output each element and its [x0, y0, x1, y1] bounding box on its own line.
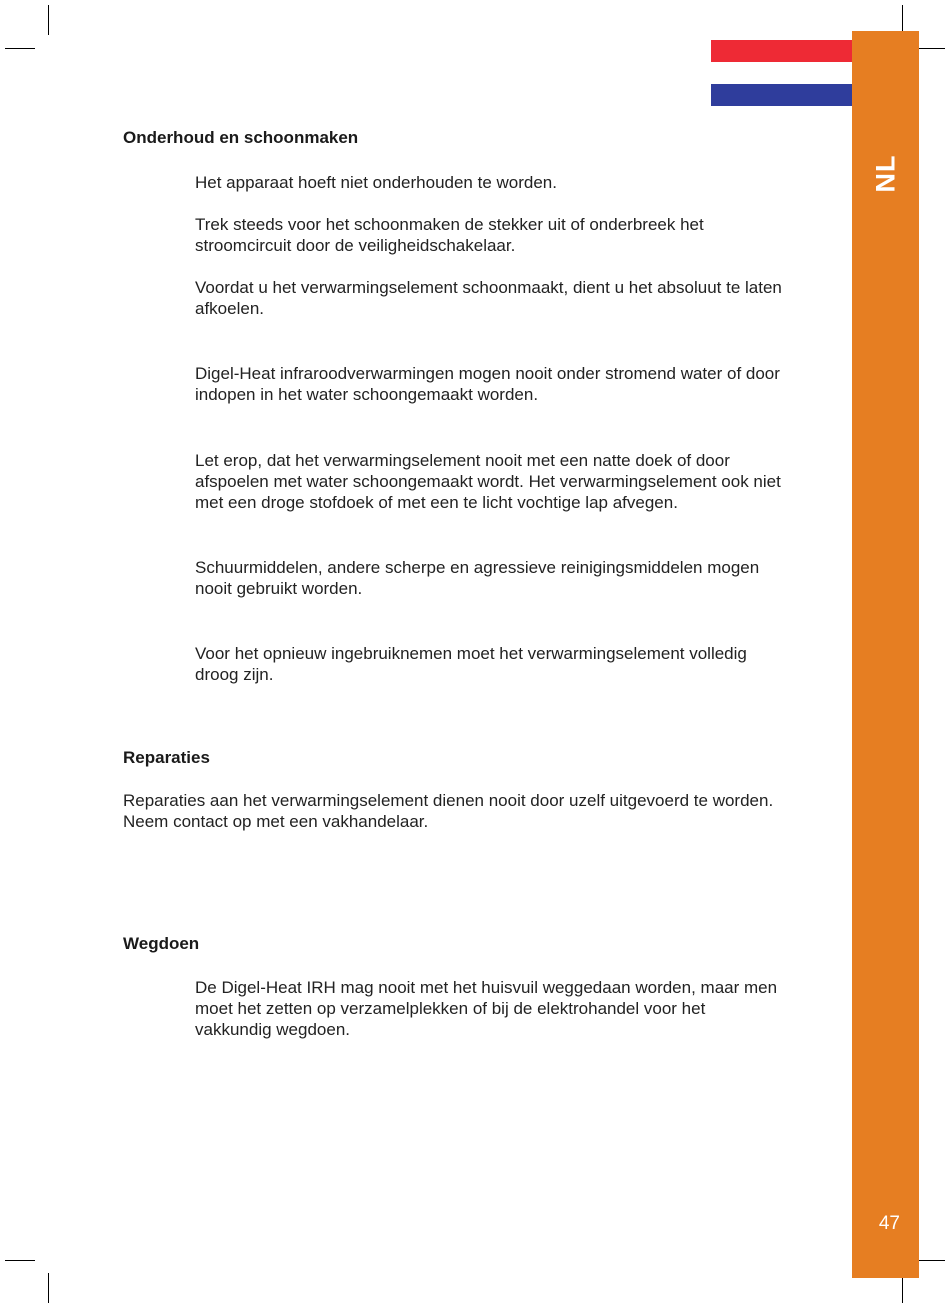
flag-stripe-blue: [711, 84, 853, 106]
paragraph-line: stroomcircuit door de veiligheidschakelaar.: [195, 236, 516, 255]
paragraph: [195, 643, 825, 685]
crop-mark-bottom-left-vertical: [48, 1273, 49, 1303]
paragraph: [195, 214, 825, 256]
paragraph-line: Let erop, dat het verwarmingselement nooit met een natte doek of door: [195, 451, 730, 470]
paragraph: [195, 363, 825, 405]
paragraph-line: Schuurmiddelen, andere scherpe en agressieve reinigingsmiddelen mogen: [195, 558, 760, 577]
paragraph-line: nooit gebruikt worden.: [195, 579, 363, 598]
paragraph-line: Voor het opnieuw ingebruiknemen moet het verwarmingselement volledig: [195, 644, 747, 663]
paragraph-line: met een droge stofdoek of met een te licht vochtige lap afvegen.: [195, 493, 678, 512]
section-heading-disposal: Wegdoen: [123, 934, 200, 953]
paragraph-line: afkoelen.: [195, 299, 264, 318]
paragraph-line: Trek steeds voor het schoonmaken de stekker uit of onderbreek het: [195, 215, 704, 234]
paragraph-line: vakkundig wegdoen.: [195, 1020, 351, 1039]
flag-stripe-white: [711, 62, 853, 84]
paragraph-line: De Digel-Heat IRH mag nooit met het huisvuil weggedaan worden, maar men: [195, 978, 778, 997]
page-number: 47: [878, 1213, 900, 1234]
crop-mark-top-right-horizontal: [915, 48, 945, 49]
paragraph-line: afspoelen met water schoongemaakt wordt. Het verwarmingselement ook niet: [195, 472, 781, 491]
paragraph-line: moet het zetten op verzamelplekken of bij de elektrohandel voor het: [195, 999, 706, 1018]
section-heading-repairs: Reparaties: [123, 748, 210, 767]
crop-mark-bottom-right-horizontal: [915, 1260, 945, 1261]
paragraph: [195, 977, 825, 1040]
crop-mark-top-left-horizontal: [5, 48, 35, 49]
paragraph-line: Digel-Heat infraroodverwarmingen mogen nooit onder stromend water of door: [195, 364, 780, 383]
language-side-band: [852, 31, 919, 1278]
paragraph: [195, 172, 825, 193]
paragraph-line: Voordat u het verwarmingselement schoonmaakt, dient u het absoluut te laten: [195, 278, 782, 297]
paragraph-line: Het apparaat hoeft niet onderhouden te worden.: [195, 173, 557, 192]
paragraph: [195, 450, 825, 513]
paragraph-line: Reparaties aan het verwarmingselement dienen nooit door uzelf uitgevoerd te worden.: [123, 791, 774, 810]
paragraph: [123, 790, 823, 832]
paragraph-line: droog zijn.: [195, 665, 274, 684]
paragraph: [195, 277, 825, 319]
language-code: NL: [870, 154, 900, 192]
paragraph: [195, 557, 825, 599]
crop-mark-bottom-left-horizontal: [5, 1260, 35, 1261]
dutch-flag: [711, 40, 853, 106]
language-tab: [852, 151, 919, 195]
paragraph-line: indopen in het water schoongemaakt worden.: [195, 385, 539, 404]
section-heading-maintenance: Onderhoud en schoonmaken: [123, 128, 359, 147]
paragraph-line: Neem contact op met een vakhandelaar.: [123, 812, 429, 831]
crop-mark-top-left-vertical: [48, 5, 49, 35]
flag-stripe-red: [711, 40, 853, 62]
